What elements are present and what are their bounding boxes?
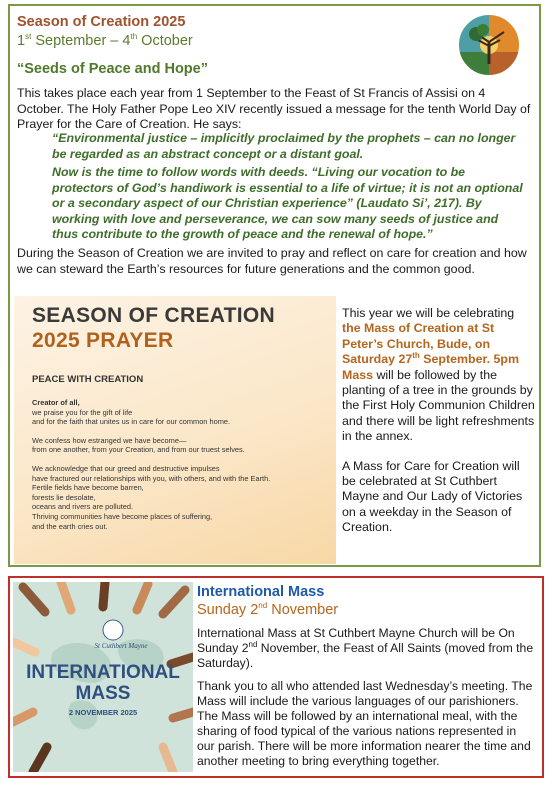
theme-heading: “Seeds of Peace and Hope” [17, 61, 208, 77]
poster-date: 2 NOVEMBER 2025 [68, 708, 138, 717]
intro-paragraph: This takes place each year from 1 September to the Feast of St Francis of Assisi on 4 October. The Holy Father Pope Leo XIV recently issued a message for the tenth World Day of Prayer for the Care of Creation. He says: [17, 86, 531, 131]
prayer-line: We acknowledge that our greed and destructive impulses [32, 463, 220, 473]
prayer-text [32, 398, 332, 531]
prayer-line: Fertile fields have become barren, [32, 483, 144, 493]
season-paragraph: During the Season of Creation we are invited to pray and reflect on care for creation and how we can steward the Earth’s resources for future generations and the common good. [17, 246, 527, 276]
prayer-card-year-heading: 2025 PRAYER [32, 329, 174, 352]
prayer-line: oceans and rivers are polluted. [32, 502, 134, 512]
prayer-line: and the earth cries out. [32, 521, 108, 531]
poster-title-line-2: MASS [75, 683, 131, 704]
international-mass-text [197, 626, 537, 769]
mass-of-creation-text [342, 306, 536, 536]
poster-title-line-1: INTERNATIONAL [26, 662, 180, 683]
prayer-line: from one another, from your Creation, and from our truest selves. [32, 445, 245, 455]
pope-quote-1: “Environmental justice – implicitly proclaimed by the prophets – can no longer be regarded as an abstract concept or a distant goal. [52, 131, 516, 161]
care-for-creation-paragraph: A Mass for Care for Creation will be celebrated at St Cuthbert Mayne and Our Lady of Victories on a weekday in the Season of Creation. [342, 458, 523, 535]
section-title: Season of Creation 2025 [17, 14, 186, 30]
prayer-line: Creator of all, [32, 398, 80, 407]
prayer-line: forests lie desolate, [32, 492, 96, 502]
section-dates: 1st September – 4th October [17, 32, 193, 49]
prayer-card-heading: SEASON OF CREATION [32, 304, 276, 327]
prayer-line: and for the faith that unites us in care for our common home. [32, 417, 231, 427]
international-mass-paragraph-1: International Mass at St Cuthbert Mayne Church will be On Sunday 2nd November, the Feast of All Saints (moved from the Saturday). [197, 626, 534, 670]
pope-quote-2: Now is the time to follow words with deeds. “Living our vocation to be protectors of God’s handiwork is essential to a life of virtue; it is not an optional or a secondary aspect of our Christian experience” (Laudato Si’, 217). By working with love and perseverance, we can sow many seeds of justice and thus contribute to the growth of peace and the renewal of hope.” [52, 165, 523, 241]
prayer-line: Thriving communities have become places of suffering, [32, 511, 213, 521]
poster-church-name: St Cuthbert Mayne [94, 642, 148, 650]
international-mass-date: Sunday 2nd November [197, 601, 339, 618]
prayer-line: we praise you for the gift of life [32, 407, 133, 417]
celebration-paragraph: This year we will be celebrating the Mass of Creation at St Peter’s Church, Bude, on Saturday 27th September. 5pm Mass will be followed by the planting of a tree in the grounds by the First Holy Communion Children and there will be light refreshments in the annex. [342, 306, 535, 444]
international-mass-poster [13, 582, 193, 772]
international-mass-paragraph-2: Thank you to all who attended last Wednesday’s meeting. The Mass will include the various languages of our parishioners. The Mass will be followed by an international meal, with the sharing of food typical of the various nations represented in our parish. There will be more information nearer the time and another meeting to bring everything together. [197, 679, 533, 768]
prayer-line: have fractured our relationships with you, with others, and with the Earth. [32, 473, 271, 483]
international-mass-title: International Mass [197, 584, 325, 600]
prayer-card-subheading: PEACE WITH CREATION [32, 374, 144, 385]
season-of-creation-logo [456, 12, 522, 78]
prayer-card-image [14, 296, 336, 564]
prayer-line: We confess how estranged we have become— [32, 435, 187, 445]
